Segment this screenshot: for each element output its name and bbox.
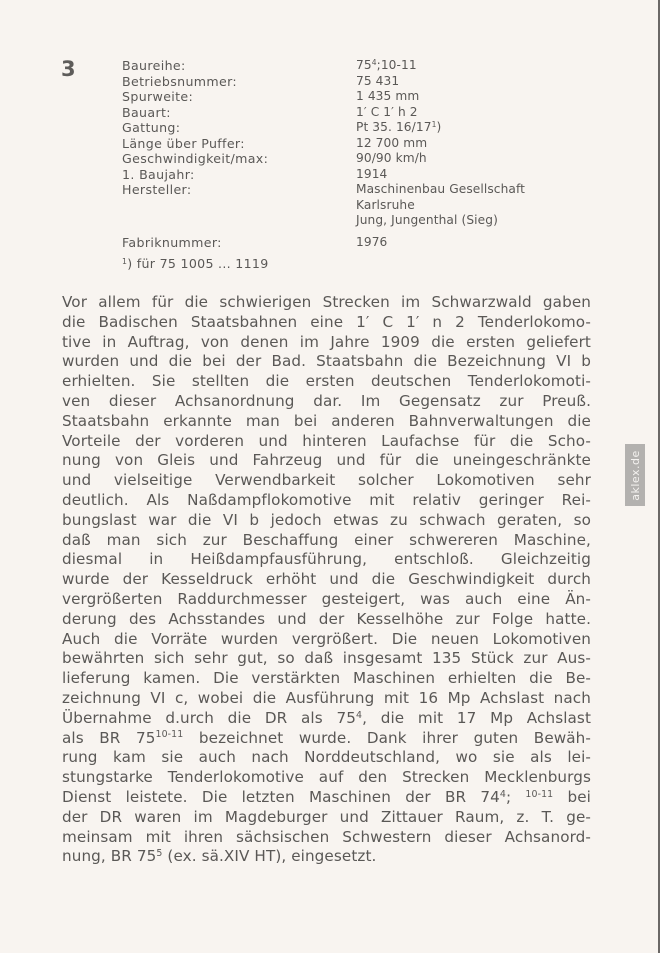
body-line [62,788,591,808]
body-text-run: (ex. sä.XIV HT), eingesetzt. [162,847,377,866]
spec-row-hersteller [122,182,592,198]
body-text-run: lieferung kamen. Die verstärkten Maschinen erhielten die Be- [62,669,591,688]
body-text-run: bewährten sich sehr gut, so daß insgesamt 135 Stück zur Aus- [62,649,591,668]
body-line [62,570,591,590]
body-line [62,590,591,610]
body-text-run: tive in Auftrag, von denen im Jahre 1909 die ersten geliefert [62,332,591,351]
body-text-run: , die mit 17 Mp Achslast [362,708,591,727]
body-text-run: ; [505,787,526,806]
body-line [62,847,591,867]
spec-value: 1914 [356,166,388,181]
spec-label: Hersteller: [122,182,192,197]
body-line [62,451,591,471]
spec-label: Bauart: [122,104,171,120]
spec-value: 90/90 km/h [356,151,427,165]
body-line [62,333,591,353]
spec-value: 1′ C 1′ h 2 [356,104,418,119]
body-line [62,729,591,749]
spec-row-gattung [122,120,592,136]
body-line [62,432,591,452]
body-line [62,313,591,333]
spec-value: 75 431 [356,73,400,88]
body-text-run: bei [553,787,591,806]
body-text-run: derung des Achsstandes und der Kesselhöhe zur Folge hatte. [62,609,591,628]
body-text-run: bezeichnet wurde. Dank ihrer guten Bewäh- [183,728,591,747]
spec-value: 1 435 mm [356,89,420,103]
body-line [62,511,591,531]
spec-value: 1976 [356,234,388,249]
body-text-run: ven dieser Achsanordnung dar. Im Gegensatz zur Preuß. [62,391,591,410]
body-text-run: Staatsbahn erkannte man bei anderen Bahnverwaltungen die [62,411,591,430]
body-line [62,748,591,768]
body-text-run: Vorteile der vorderen und hinteren Laufachse für die Scho- [62,431,591,450]
body-line [62,808,591,828]
body-line [62,372,591,392]
body-text-run: Übernahme d.urch die DR als 75 [62,708,356,727]
body-superscript: 4 [499,788,506,800]
body-line [62,689,591,709]
spec-row-baujahr [122,167,592,183]
body-line [62,630,591,650]
body-line [62,610,591,630]
body-line [62,709,591,729]
body-line [62,669,591,689]
body-text-run: bungslast war die VI b jedoch etwas zu schwach geraten, so [62,510,591,529]
body-text-run: und vielseitige Verwendbarkeit solcher Lokomotiven sehr [62,471,591,490]
body-line [62,550,591,570]
body-text-run: wurden und die bei der Bad. Staatsbahn die Bezeichnung VI b [62,352,591,371]
spec-value: Jung, Jungenthal (Sieg) [356,213,498,227]
watermark [625,444,645,506]
spec-table [122,58,592,250]
body-text-run: daß man sich zur Beschaffung einer schwereren Maschine, [62,530,591,549]
spec-value-rest: ) [436,120,442,134]
body-line [62,392,591,412]
footnote-marker: 1 [122,256,128,266]
body-text-run: stungstarke Tenderlokomotive auf den Strecken Mecklenburgs [62,768,591,787]
spec-value-sup: 1 [431,119,437,129]
spec-row-bauart [122,105,592,121]
body-text-run: die Badischen Staatsbahnen eine 1′ C 1′ n 2 Tenderlokomo- [62,312,591,331]
spec-value-rest: ;10-11 [376,58,417,72]
spec-row-fabriknummer [122,235,592,251]
spec-row-geschwindigkeit [122,151,592,167]
body-line [62,531,591,551]
footnote-text: ) für 75 1005 ... 1119 [127,256,269,271]
body-superscript: 5 [156,848,163,860]
body-text-run: nung, BR 75 [62,847,157,866]
body-text-run: diesmal in Heißdampfausführung, entschloß. Gleichzeitig [62,550,591,569]
body-line [62,828,591,848]
body-line [62,491,591,511]
body-text-run: meinsam mit ihren sächsischen Schwestern dieser Achsanord- [62,827,591,846]
spec-label: Betriebsnummer: [122,73,238,89]
body-line [62,352,591,372]
spec-value-main: Pt 35. 16/17 [356,120,432,134]
spec-row-laenge [122,136,592,152]
body-text-run: rung kam sie auch nach Norddeutschland, wo sie als lei- [62,748,591,767]
spec-value: Maschinenbau Gesellschaft [356,182,526,196]
spec-value [356,120,441,136]
spec-label: Gattung: [122,120,181,135]
spec-row-betriebsnummer [122,74,592,90]
body-superscript: 4 [356,709,363,721]
footnote [122,256,269,272]
spec-label: Spurweite: [122,89,194,104]
spec-label: Geschwindigkeit/max: [122,151,269,166]
body-text-run: nung von Gleis und Fahrzeug und für die uneingeschränkte [62,451,591,470]
spec-row-baureihe [122,58,592,74]
spec-value: 12 700 mm [356,135,428,150]
body-text-run: der DR waren im Magdeburger und Zittauer Raum, z. T. ge- [62,807,591,826]
body-text-run: wurde der Kesseldruck erhöht und die Geschwindigkeit durch [62,570,591,589]
body-line [62,293,591,313]
body-text-run: deutlich. Als Naßdampflokomotive mit relativ geringer Rei- [62,490,591,509]
spec-row-spurweite [122,89,592,105]
spec-value-sup: 4 [371,57,377,67]
body-superscript: 10-11 [155,729,184,741]
spec-label: 1. Baujahr: [122,166,195,182]
spec-label: Baureihe: [122,58,186,73]
body-text-run: Dienst leistete. Die letzten Maschinen der BR 74 [62,787,500,806]
body-text [62,293,591,867]
spec-label: Fabriknummer: [122,234,222,250]
spec-value-main: 75 [356,58,372,72]
body-text-run: erhielten. Sie stellten die ersten deutschen Tenderlokomoti- [62,372,591,391]
body-line [62,649,591,669]
spec-row-hersteller-cont [122,213,592,229]
body-text-run: Auch die Vorräte wurden vergrößert. Die neuen Lokomotiven [62,629,591,648]
body-line [62,471,591,491]
body-text-run: vergrößerten Raddurchmesser gesteigert, was auch eine Än- [62,589,591,608]
card-number: 3 [61,57,76,81]
body-text-run: als BR 75 [62,728,156,747]
body-text-run: zeichnung VI c, wobei die Ausführung mit 16 Mp Achslast nach [62,688,591,707]
spec-value: Karlsruhe [356,197,415,212]
spec-label: Länge über Puffer: [122,135,245,151]
spec-row-hersteller-cont [122,198,592,214]
body-superscript: 10-11 [525,788,554,800]
body-text-run: Vor allem für die schwierigen Strecken im Schwarzwald gaben [62,293,591,311]
body-line [62,412,591,432]
body-line [62,768,591,788]
spec-value [356,58,417,74]
watermark-text: aklex.de [628,449,642,501]
